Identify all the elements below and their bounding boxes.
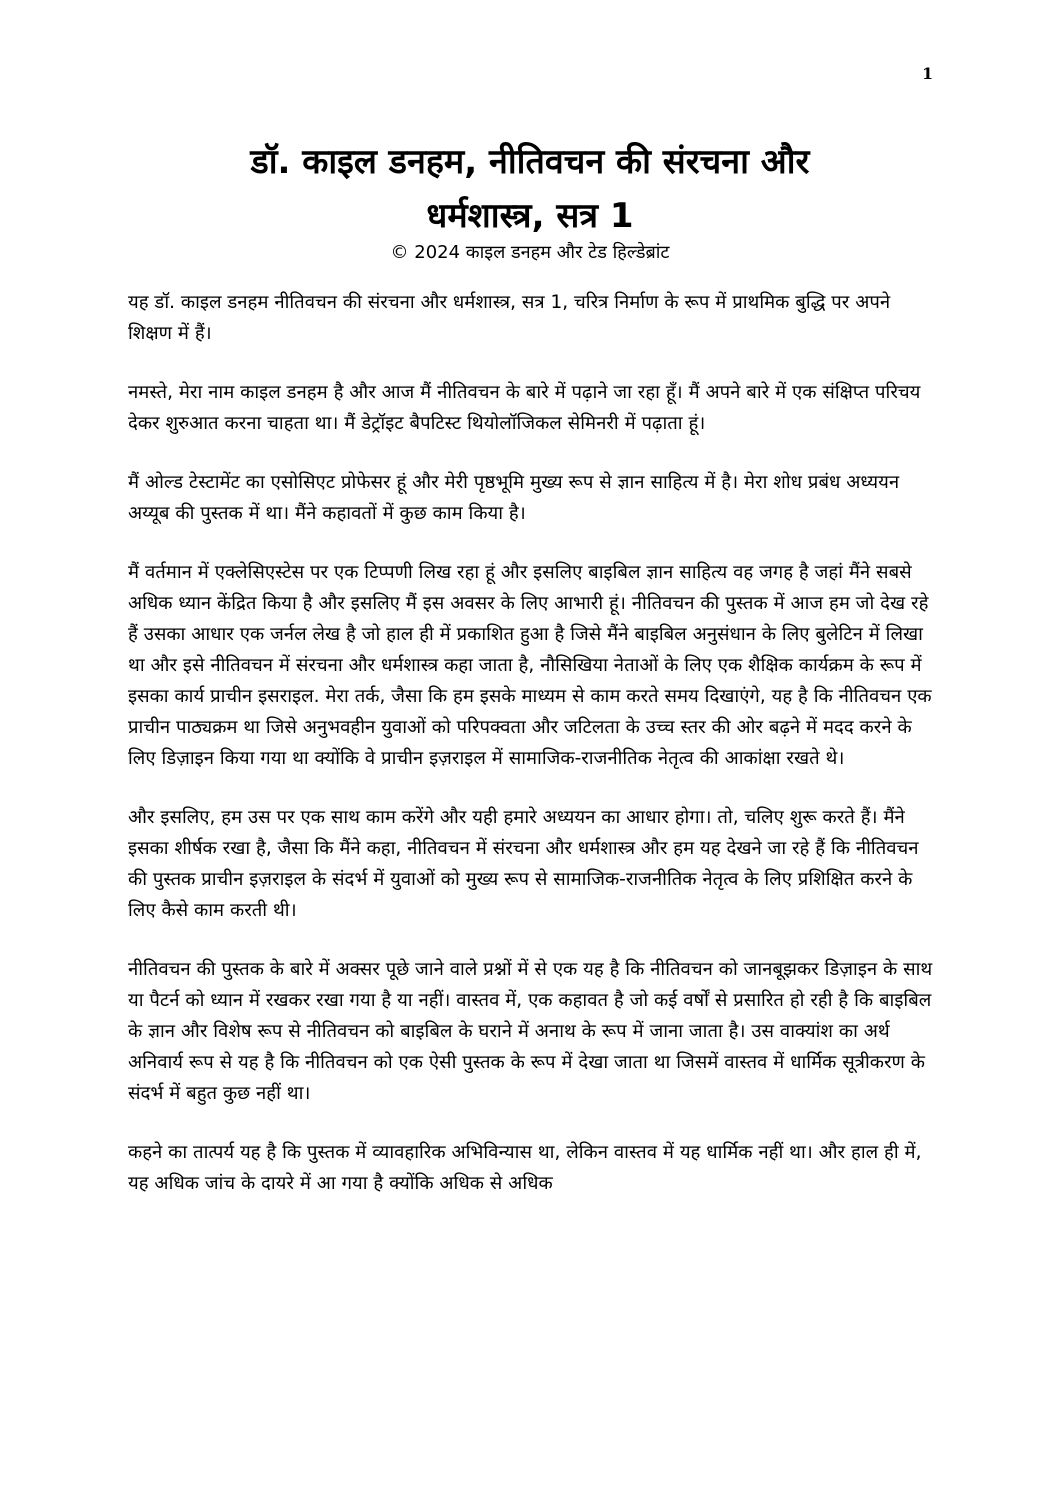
- title-line-2: धर्मशास्त्र, सत्र 1: [426, 196, 634, 236]
- paragraph: और इसलिए, हम उस पर एक साथ काम करेंगे और यही हमारे अध्ययन का आधार होगा। तो, चलिए शुरू करते हैं। मैंने इसका शीर्षक रखा है, जैसा कि मैंने कहा, नीतिवचन में संरचना और धर्मशास्त्र और हम यह देखने जा रहे हैं कि नीतिवचन की पुस्तक प्राचीन इज़राइल के संदर्भ में युवाओं को मुख्य रूप से सामाजिक-राजनीतिक नेतृत्व के लिए प्रशिक्षित करने के लिए कैसे काम करती थी।: [128, 807, 919, 921]
- paragraph: नीतिवचन की पुस्तक के बारे में अक्सर पूछे जाने वाले प्रश्नों में से एक यह है कि नीतिवचन को जानबूझकर डिज़ाइन के साथ या पैटर्न को ध्यान में रखकर रखा गया है या नहीं। वास्तव में, एक कहावत है जो कई वर्षों से प्रसारित हो रही है कि बाइबिल के ज्ञान और विशेष रूप से नीतिवचन को बाइबिल के घराने में अनाथ के रूप में जाना जाता है। उस वाक्यांश का अर्थ अनिवार्य रूप से यह है कि नीतिवचन को एक ऐसी पुस्तक के रूप में देखा जाता था जिसमें वास्तव में धार्मिक सूत्रीकरण के संदर्भ में बहुत कुछ नहीं था।: [128, 959, 933, 1104]
- document-body: [128, 287, 936, 1227]
- paragraph: मैं ओल्ड टेस्टामेंट का एसोसिएट प्रोफेसर हूं और मेरी पृष्ठभूमि मुख्य रूप से ज्ञान साहित्य में है। मेरा शोध प्रबंध अध्ययन अय्यूब की पुस्तक में था। मैंने कहावतों में कुछ काम किया है।: [128, 472, 900, 524]
- copyright-line: © 2024 काइल डनहम और टेड हिल्डेब्रांट: [390, 242, 670, 263]
- page-number: 1: [922, 64, 934, 83]
- paragraph: कहने का तात्पर्य यह है कि पुस्तक में व्यावहारिक अभिविन्यास था, लेकिन वास्तव में यह धार्मिक नहीं था। और हाल ही में, यह अधिक जांच के दायरे में आ गया है क्योंकि अधिक से अधिक: [128, 1142, 922, 1194]
- title-line-1: डॉ. काइल डनहम, नीतिवचन की संरचना और: [250, 142, 810, 182]
- paragraph: यह डॉ. काइल डनहम नीतिवचन की संरचना और धर्मशास्त्र, सत्र 1, चरित्र निर्माण के रूप में प्राथमिक बुद्धि पर अपने शिक्षण में हैं।: [128, 292, 891, 344]
- paragraph: नमस्ते, मेरा नाम काइल डनहम है और आज मैं नीतिवचन के बारे में पढ़ाने जा रहा हूँ। मैं अपने बारे में एक संक्षिप्त परिचय देकर शुरुआत करना चाहता था। मैं डेट्रॉइट बैपटिस्ट थियोलॉजिकल सेमिनरी में पढ़ाता हूं।: [128, 382, 921, 434]
- paragraph: मैं वर्तमान में एक्लेसिएस्टेस पर एक टिप्पणी लिख रहा हूं और इसलिए बाइबिल ज्ञान साहित्य वह जगह है जहां मैंने सबसे अधिक ध्यान केंद्रित किया है और इसलिए मैं इस अवसर के लिए आभारी हूं। नीतिवचन की पुस्तक में आज हम जो देख रहे हैं उसका आधार एक जर्नल लेख है जो हाल ही में प्रकाशित हुआ है जिसे मैंने बाइबिल अनुसंधान के लिए बुलेटिन में लिखा था और इसे नीतिवचन में संरचना और धर्मशास्त्र कहा जाता है, नौसिखिया नेताओं के लिए एक शैक्षिक कार्यक्रम के रूप में इसका कार्य प्राचीन इसराइल. मेरा तर्क, जैसा कि हम इसके माध्यम से काम करते समय दिखाएंगे, यह है कि नीतिवचन एक प्राचीन पाठ्यक्रम था जिसे अनुभवहीन युवाओं को परिपक्वता और जटिलता के उच्च स्तर की ओर बढ़ने में मदद करने के लिए डिज़ाइन किया गया था क्योंकि वे प्राचीन इज़राइल में सामाजिक-राजनीतिक नेतृत्व की आकांक्षा रखते थे।: [128, 562, 932, 769]
- document-title: [140, 135, 920, 243]
